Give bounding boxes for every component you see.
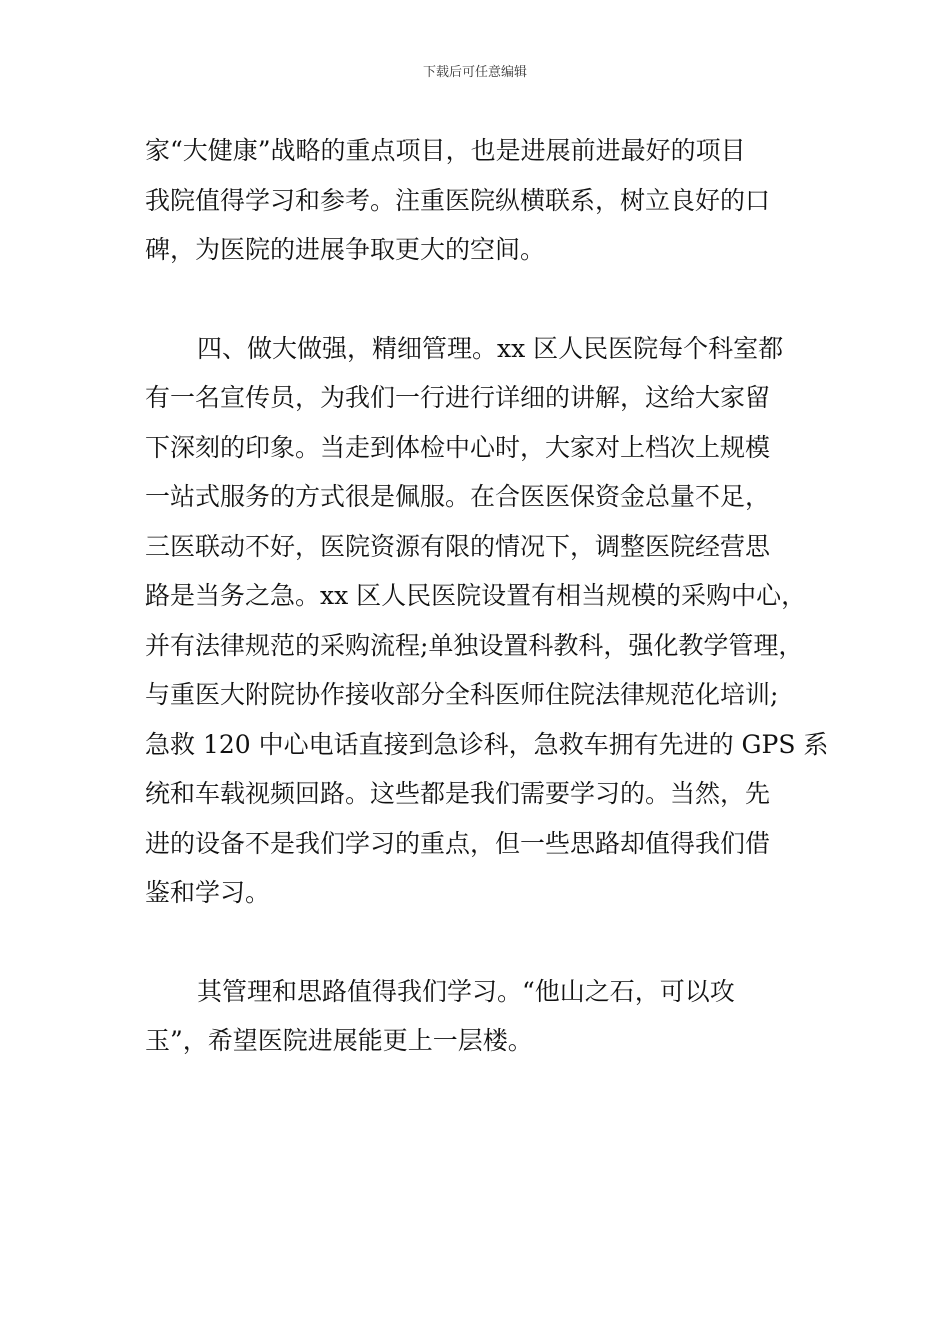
paragraph-3 bbox=[145, 967, 825, 1066]
text-line: 鉴和学习。 bbox=[145, 878, 271, 907]
text-line: 我院值得学习和参考。注重医院纵横联系，树立良好的口 bbox=[145, 185, 771, 215]
text-line: 家“大健康”战略的重点项目，也是进展前进最好的项目 bbox=[145, 136, 746, 165]
text-line: 有一名宣传员，为我们一行进行详细的讲解，这给大家留 bbox=[145, 383, 771, 412]
text-line: 进的设备不是我们学习的重点，但一些思路却值得我们借 bbox=[145, 828, 771, 858]
text-line: 急救 120 中心电话直接到急诊科，急救车拥有先进的 GPS 系 bbox=[145, 729, 829, 759]
text-line: 其管理和思路值得我们学习。“他山之石，可以攻 bbox=[197, 976, 735, 1006]
text-line: 四、做大做强，精细管理。xx 区人民医院每个科室都 bbox=[197, 333, 784, 363]
document-body bbox=[145, 126, 829, 1066]
text-line: 并有法律规范的采购流程;单独设置科教科，强化教学管理， bbox=[145, 630, 804, 660]
text-line: 统和车载视频回路。这些都是我们需要学习的。当然，先 bbox=[145, 779, 771, 808]
text-line: 一站式服务的方式很是佩服。在合医医保资金总量不足， bbox=[145, 482, 771, 511]
paragraph-1 bbox=[145, 126, 825, 275]
paragraph-2 bbox=[145, 324, 829, 918]
text-line: 玉”，希望医院进展能更上一层楼。 bbox=[145, 1026, 533, 1055]
text-line: 下深刻的印象。当走到体检中心时，大家对上档次上规模 bbox=[145, 432, 771, 462]
text-line: 三医联动不好，医院资源有限的情况下，调整医院经营思 bbox=[145, 531, 771, 561]
text-line: 路是当务之急。xx 区人民医院设置有相当规模的采购中心， bbox=[145, 581, 807, 610]
page-header: 下载后可任意编辑 bbox=[422, 65, 527, 80]
text-line: 碑，为医院的进展争取更大的空间。 bbox=[145, 235, 546, 264]
text-line: 与重医大附院协作接收部分全科医师住院法律规范化培训; bbox=[145, 680, 779, 709]
